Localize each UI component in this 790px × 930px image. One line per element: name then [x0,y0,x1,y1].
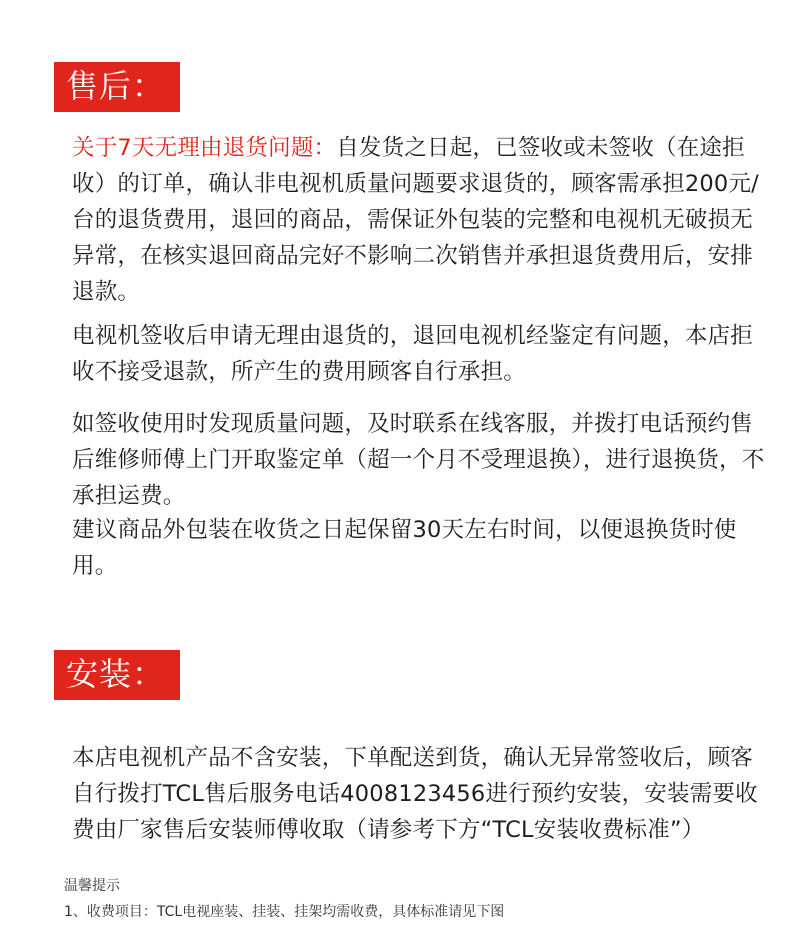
post-signing-return-paragraph: 电视机签收后申请无理由退货的，退回电视机经鉴定有问题，本店拒收不接受退款，所产生的费用顾客自行承担。 [72,323,754,385]
tips-title: 温馨提示 [64,878,120,894]
seven-day-return-paragraph [72,130,772,310]
install-policy-paragraph: 本店电视机产品不含安装，下单配送到货，确认无异常签收后，顾客自行拨打TCL售后服务电话4008123456进行预约安装，安装需要收费由厂家售后安装师傅收取（请参考下方“TCL安装收费标准”） [72,745,758,843]
tips-line-1: 1、收费项目：TCL电视座装、挂装、挂架均需收费，具体标准请见下图 [64,904,505,920]
install-section-badge: 安装： [54,650,180,700]
seven-day-return-heading: 关于7天无理由退货问题： [72,135,337,161]
keep-packaging-paragraph: 建议商品外包装在收货之日起保留30天左右时间，以便退换货时使用。 [72,517,737,579]
seven-day-return-body: 自发货之日起，已签收或未签收（在途拒收）的订单，确认非电视机质量问题要求退货的，顾客需承担200元/台的退货费用，退回的商品，需保证外包装的完整和电视机无破损无异常，在核实退回商品完好不影响二次销售并承担退货费用后，安排退款。 [72,135,759,305]
aftersales-section-badge: 售后： [54,62,180,112]
quality-issue-paragraph: 如签收使用时发现质量问题，及时联系在线客服，并拨打电话预约售后维修师傅上门开取鉴定单（超一个月不受理退换），进行退换货，不承担运费。 [72,411,765,509]
